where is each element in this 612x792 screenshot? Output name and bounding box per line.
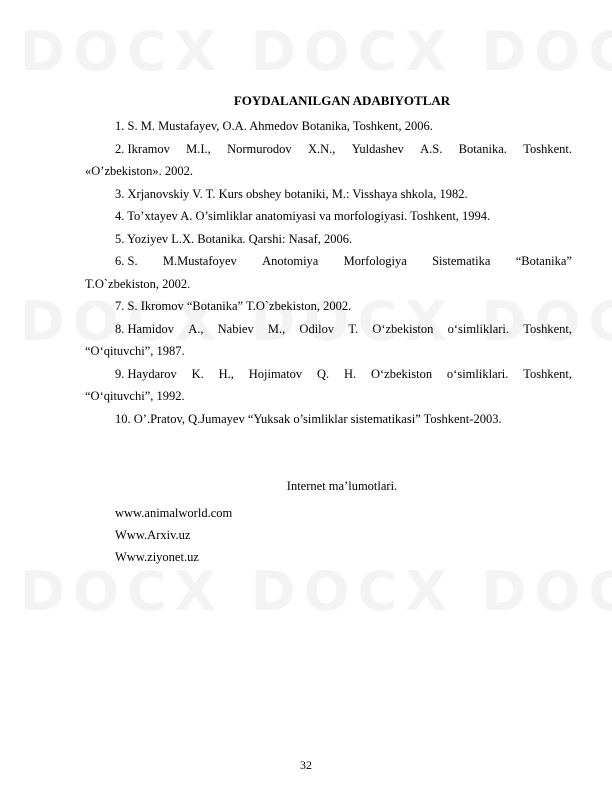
reference-item: 7. S. Ikromov “Botanika” T.O`zbekiston, 2002.	[115, 299, 352, 313]
link[interactable]: Www.ziyonet.uz	[115, 550, 199, 564]
reference-item: 5. Yoziyev L.X. Botanika. Qarshi: Nasaf, 2006.	[115, 231, 353, 246]
reference-item: 6. S. M.Mustafoyev Anotomiya Morfologiya Sistematika “Botanika”	[115, 254, 572, 268]
reference-item: 10. O’.Pratov, Q.Jumayev “Yuksak o’simliklar sistematikasi” Toshkent-2003.	[115, 411, 502, 426]
internet-section-title: Internet ma’lumotlari.	[286, 479, 398, 493]
page-number: 32	[300, 758, 312, 772]
reference-item: 8. Hamidov A., Nabiev M., Odilov T. O‘zbekiston o‘simliklari. Toshkent,	[115, 321, 572, 336]
internet-links	[115, 502, 232, 568]
reference-continuation: “O‘qituvchi”, 1987.	[85, 344, 185, 358]
link[interactable]: Www.Arxiv.uz	[115, 528, 191, 542]
reference-continuation: T.O`zbekiston, 2002.	[85, 276, 191, 291]
link[interactable]: www.animalworld.com	[115, 506, 233, 520]
reference-item: 4. To’xtayev A. O’simliklar anatomiyasi va morfologiyasi. Toshkent, 1994.	[115, 209, 491, 223]
page-title: FOYDALANILGAN ADABIYOTLAR	[233, 93, 451, 108]
reference-list	[85, 115, 572, 430]
reference-item: 2. Ikramov M.I., Normurodov X.N., Yuldashev A.S. Botanika. Toshkent.	[115, 141, 572, 156]
reference-continuation: «O’zbekiston». 2002.	[85, 164, 193, 178]
reference-continuation: “O‘qituvchi”, 1992.	[85, 389, 185, 403]
reference-item: 3. Xrjanovskiy V. T. Kurs obshey botaniki, M.: Visshaya shkola, 1982.	[115, 186, 468, 201]
reference-item: 1. S. M. Mustafayev, O.A. Ahmedov Botanika, Toshkent, 2006.	[115, 119, 433, 133]
reference-item: 9. Haydarov K. H., Hojimatov Q. H. O‘zbekiston o‘simliklari. Toshkent,	[115, 366, 572, 381]
